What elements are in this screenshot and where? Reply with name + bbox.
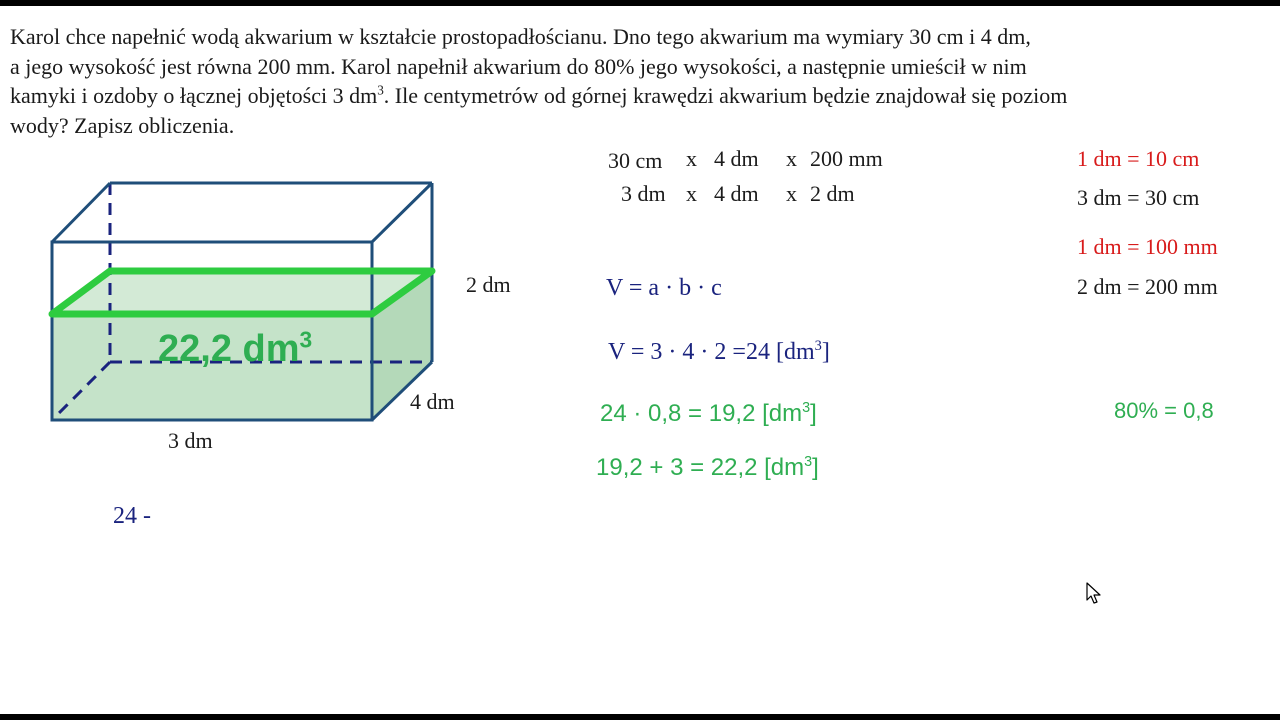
formula-volume-result: 24 [dm <box>745 339 815 365</box>
conversion-3: 1 dm = 100 mm <box>1077 234 1218 259</box>
formula-step-2-end: ] <box>812 454 819 481</box>
label-height: 2 dm <box>466 272 511 297</box>
formula-volume-general: V = a · b · c <box>606 275 722 301</box>
formula-step-1 <box>600 400 817 428</box>
label-width: 3 dm <box>168 428 213 453</box>
formula-volume-calc <box>608 339 830 366</box>
aquarium-diagram <box>0 0 560 470</box>
formula-volume-result-end: ] <box>821 339 830 365</box>
dim-row2-c: 2 dm <box>810 181 855 206</box>
formula-step-2-sup: 3 <box>804 454 813 470</box>
formula-volume-result-sup: 3 <box>814 338 822 354</box>
problem-line-2: a jego wysokość jest równa 200 mm. Karol napełnił akwarium do 80% jego wysokości, a następnie umieścił w nim <box>10 53 1027 79</box>
conversion-1: 1 dm = 10 cm <box>1077 146 1200 171</box>
top-right-edge <box>372 183 432 242</box>
water-volume-label <box>158 328 312 371</box>
conversion-4: 2 dm = 200 mm <box>1077 274 1218 299</box>
conversion-2: 3 dm = 30 cm <box>1077 185 1200 210</box>
dim-row1-c: 200 mm <box>810 146 883 171</box>
dim-row1-x2: x <box>786 146 797 171</box>
top-left-edge <box>52 183 110 242</box>
formula-partial: 24 - <box>113 503 151 529</box>
dim-row1-a: 30 cm <box>608 148 663 173</box>
formula-step-2-text: 19,2 + 3 = 22,2 [dm <box>596 454 805 481</box>
water-volume-sup: 3 <box>299 326 313 353</box>
dim-row2-x2: x <box>786 181 797 206</box>
conversion-5: 80% = 0,8 <box>1114 398 1214 423</box>
problem-line-3-pre: kamyki i ozdoby o łącznej objętości 3 dm <box>10 83 378 108</box>
formula-volume-calc-text: V = 3 · 4 · 2 = <box>608 339 746 365</box>
formula-step-1-text: 24 · 0,8 = 19,2 [dm <box>600 400 803 427</box>
dim-row2-x1: x <box>686 181 697 206</box>
bottom-border <box>0 714 1280 720</box>
dim-row1-x1: x <box>686 146 697 171</box>
formula-step-1-sup: 3 <box>802 400 811 416</box>
problem-line-3-post: . Ile centymetrów od górnej krawędzi akwarium będzie znajdował się poziom <box>383 83 1068 108</box>
problem-line-3-sup: 3 <box>377 82 384 98</box>
problem-line-1: Karol chce napełnić wodą akwarium w kształcie prostopadłościanu. Dno tego akwarium ma wymiary 30 cm i 4 dm, <box>10 24 1031 49</box>
formula-step-1-end: ] <box>810 400 817 427</box>
formula-step-2 <box>596 454 819 482</box>
mouse-cursor-icon <box>1086 582 1102 606</box>
water-volume-value: 22,2 dm <box>158 328 300 370</box>
label-depth: 4 dm <box>410 389 455 414</box>
problem-line-4: wody? Zapisz obliczenia. <box>10 112 235 138</box>
dim-row2-b: 4 dm <box>714 181 759 206</box>
dim-row1-b: 4 dm <box>714 146 759 171</box>
dim-row2-a: 3 dm <box>621 181 666 206</box>
